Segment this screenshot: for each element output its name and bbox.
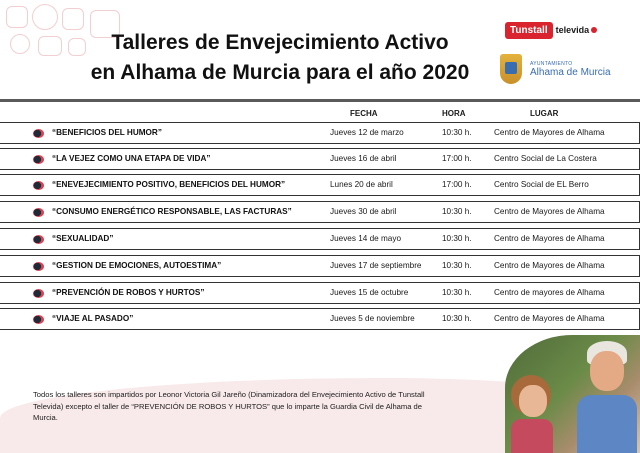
table-row [0, 255, 640, 277]
workshop-place: Centro de Mayores de Alhama [494, 314, 605, 323]
workshop-time: 10:30 h. [442, 314, 472, 323]
workshop-place: Centro de Mayores de Alhama [494, 234, 605, 243]
bullet-icon [33, 262, 44, 271]
bullet-icon [33, 129, 44, 138]
workshop-date: Jueves 15 de octubre [330, 288, 409, 297]
title-line-1: Talleres de Envejecimiento Activo [111, 31, 449, 54]
seniors-photo [505, 335, 640, 453]
workshop-place: Centro Social de EL Berro [494, 180, 589, 189]
workshop-time: 10:30 h. [442, 261, 472, 270]
workshop-place: Centro de Mayores de Alhama [494, 261, 605, 270]
ayuntamiento-logo [500, 50, 612, 88]
deco-icon [38, 36, 62, 56]
deco-icon [32, 4, 58, 30]
workshop-place: Centro Social de La Costera [494, 154, 597, 163]
workshop-place: Centro de Mayores de Alhama [494, 207, 605, 216]
workshop-date: Jueves 12 de marzo [330, 128, 404, 137]
workshop-date: Lunes 20 de abril [330, 180, 393, 189]
logo-dot-icon [591, 27, 597, 33]
ayuntamiento-label: AYUNTAMIENTO [530, 60, 573, 67]
workshop-time: 17:00 h. [442, 154, 472, 163]
workshop-name: “ENEVEJECIMIENTO POSITIVO, BENEFICIOS DEL HUMOR” [52, 180, 286, 189]
workshop-name: “CONSUMO ENERGÉTICO RESPONSABLE, LAS FACTURAS” [52, 207, 292, 216]
workshop-time: 10:30 h. [442, 207, 472, 216]
table-row [0, 174, 640, 196]
table-row [0, 282, 640, 304]
tunstall-televida-logo [505, 20, 597, 40]
workshop-name: “BENEFICIOS DEL HUMOR” [52, 128, 162, 137]
workshop-name: “PREVENCIÓN DE ROBOS Y HURTOS” [52, 288, 205, 297]
deco-icon [6, 6, 28, 28]
column-header-lugar: LUGAR [530, 109, 559, 118]
workshop-name: “SEXUALIDAD” [52, 234, 114, 243]
workshop-date: Jueves 30 de abril [330, 207, 397, 216]
table-row [0, 201, 640, 223]
table-row [0, 148, 640, 170]
coat-of-arms-icon [500, 54, 522, 84]
table-row [0, 122, 640, 144]
bullet-icon [33, 208, 44, 217]
header-divider [0, 99, 640, 102]
column-header-hora: HORA [442, 109, 466, 118]
bullet-icon [33, 181, 44, 190]
table-row [0, 308, 640, 330]
workshop-time: 10:30 h. [442, 288, 472, 297]
title-line-2: en Alhama de Murcia para el año 2020 [90, 61, 470, 84]
workshop-place: Centro de mayores de Alhama [494, 288, 605, 297]
deco-icon [62, 8, 84, 30]
workshop-date: Jueves 16 de abril [330, 154, 397, 163]
column-header-fecha: FECHA [350, 109, 378, 118]
workshop-date: Jueves 17 de septiembre [330, 261, 422, 270]
footer-note: Todos los talleres son impartidos por Leonor Victoria Gil Jareño (Dinamizadora del Envejecimiento Activo de Tunstall Televida) excepto el taller de “PREVENCIÓN DE ROBOS Y HURTOS” que lo imparte la Guardia Civil de Alhama de Murcia. [33, 390, 425, 422]
bullet-icon [33, 235, 44, 244]
bullet-icon [33, 315, 44, 324]
workshop-name: “VIAJE AL PASADO” [52, 314, 134, 323]
workshop-time: 10:30 h. [442, 128, 472, 137]
workshop-time: 10:30 h. [442, 234, 472, 243]
workshop-name: “LA VEJEZ COMO UNA ETAPA DE VIDA” [52, 154, 211, 163]
table-row [0, 228, 640, 250]
ayuntamiento-name: Alhama de Murcia [530, 66, 611, 78]
workshop-time: 17:00 h. [442, 180, 472, 189]
televida-text: televida [555, 25, 590, 35]
workshop-place: Centro de Mayores de Alhama [494, 128, 605, 137]
deco-icon [10, 34, 30, 54]
page-title [70, 28, 490, 88]
workshop-date: Jueves 14 de mayo [330, 234, 402, 243]
workshop-name: “GESTION DE EMOCIONES, AUTOESTIMA” [52, 261, 222, 270]
bullet-icon [33, 289, 44, 298]
tunstall-brand: Tunstall [505, 22, 553, 39]
workshop-date: Jueves 5 de noviembre [330, 314, 415, 323]
bullet-icon [33, 155, 44, 164]
